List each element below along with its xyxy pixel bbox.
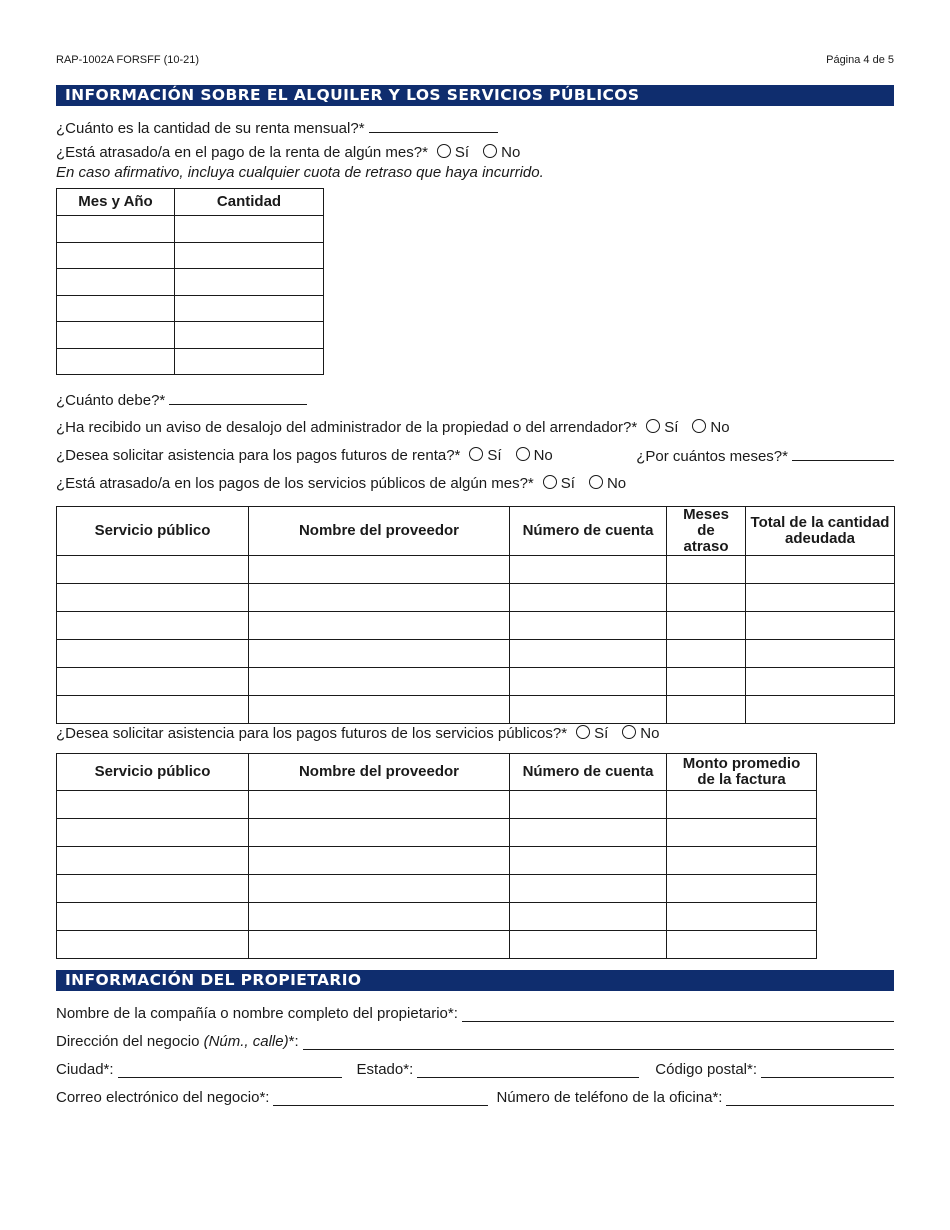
state-label: Estado*: — [356, 1061, 414, 1078]
email-phone-row — [56, 1088, 894, 1106]
table-row — [57, 875, 817, 903]
state-input[interactable] — [417, 1064, 639, 1078]
company-name-input[interactable] — [462, 1008, 894, 1022]
table-row — [57, 242, 324, 269]
page-number: Página 4 de 5 — [826, 54, 894, 66]
future-utilities-table — [56, 753, 817, 959]
future-rent-no-radio[interactable] — [516, 447, 530, 461]
city-label: Ciudad*: — [56, 1061, 114, 1078]
col-provider: Nombre del proveedor — [249, 754, 510, 791]
how-much-owed-label: ¿Cuánto debe?* — [56, 392, 166, 409]
zip-label: Código postal*: — [655, 1061, 757, 1078]
no-label: No — [640, 725, 660, 742]
col-month-year: Mes y Año — [57, 189, 175, 216]
company-name-row — [56, 1004, 894, 1022]
future-utilities-row — [56, 725, 659, 743]
future-utilities-no-radio[interactable] — [622, 725, 636, 739]
future-rent-label: ¿Desea solicitar asistencia para los pagos futuros de renta?* — [56, 447, 461, 464]
table-row — [57, 295, 324, 322]
table-row — [57, 696, 895, 724]
table-row — [57, 269, 324, 296]
yes-label: Sí — [560, 475, 575, 492]
email-label: Correo electrónico del negocio*: — [56, 1089, 270, 1106]
city-state-zip-row — [56, 1060, 894, 1078]
future-utilities-yes-radio[interactable] — [576, 725, 590, 739]
col-utility: Servicio público — [57, 754, 249, 791]
yes-label: Sí — [454, 144, 470, 161]
email-input[interactable] — [273, 1092, 488, 1106]
table-row — [57, 216, 324, 243]
future-rent-row — [56, 447, 894, 465]
col-months-behind: Meses de atraso — [667, 507, 746, 556]
yes-label: Sí — [487, 447, 502, 464]
monthly-rent-label: ¿Cuánto es la cantidad de su renta mensual?* — [56, 120, 365, 137]
no-label: No — [501, 144, 521, 161]
no-label: No — [606, 475, 627, 492]
future-rent-yes-radio[interactable] — [469, 447, 483, 461]
no-label: No — [533, 447, 553, 464]
table-row — [57, 640, 895, 668]
business-address-row — [56, 1032, 894, 1050]
col-average-bill: Monto promedio de la factura — [667, 754, 817, 791]
months-group — [636, 447, 894, 466]
col-utility: Servicio público — [57, 507, 249, 556]
table-row — [57, 668, 895, 696]
rent-arrears-table — [56, 188, 324, 375]
table-row — [57, 819, 817, 847]
owner-section-title: INFORMACIÓN DEL PROPIETARIO — [56, 970, 894, 991]
rent-behind-no-radio[interactable] — [483, 144, 497, 158]
eviction-yes-radio[interactable] — [646, 419, 660, 433]
table-row — [57, 847, 817, 875]
months-input[interactable] — [792, 447, 894, 461]
business-address-input[interactable] — [303, 1036, 894, 1050]
phone-label: Número de teléfono de la oficina*: — [496, 1089, 723, 1106]
table-row — [57, 584, 895, 612]
how-much-owed-row — [56, 391, 307, 410]
col-account: Número de cuenta — [510, 754, 667, 791]
rent-section-title: INFORMACIÓN SOBRE EL ALQUILER Y LOS SERVICIOS PÚBLICOS — [56, 85, 894, 106]
rent-behind-yes-radio[interactable] — [437, 144, 451, 158]
table-row — [57, 612, 895, 640]
eviction-no-radio[interactable] — [692, 419, 706, 433]
table-row — [57, 556, 895, 584]
late-fee-note: En caso afirmativo, incluya cualquier cuota de retraso que haya incurrido. — [56, 164, 544, 181]
col-account: Número de cuenta — [510, 507, 667, 556]
utilities-behind-row — [56, 475, 626, 493]
city-input[interactable] — [118, 1064, 342, 1078]
table-row — [57, 931, 817, 959]
eviction-row — [56, 419, 730, 437]
yes-label: Sí — [594, 725, 609, 742]
rent-behind-row — [56, 144, 520, 162]
business-address-label: Dirección del negocio (Núm., calle)*: — [56, 1033, 299, 1050]
col-amount: Cantidad — [175, 189, 324, 216]
form-id: RAP-1002A FORSFF (10-21) — [56, 54, 200, 66]
monthly-rent-input[interactable] — [369, 119, 498, 133]
col-total-owed: Total de la cantidad adeudada — [746, 507, 895, 556]
yes-label: Sí — [664, 419, 679, 436]
utilities-behind-yes-radio[interactable] — [543, 475, 557, 489]
phone-input[interactable] — [726, 1092, 894, 1106]
eviction-label: ¿Ha recibido un aviso de desalojo del administrador de la propiedad o del arrendador?* — [56, 419, 638, 436]
utilities-arrears-table — [56, 506, 895, 724]
table-row — [57, 903, 817, 931]
col-provider: Nombre del proveedor — [249, 507, 510, 556]
table-row — [57, 791, 817, 819]
company-name-label: Nombre de la compañía o nombre completo del propietario*: — [56, 1005, 458, 1022]
monthly-rent-row — [56, 119, 498, 138]
table-row — [57, 348, 324, 375]
no-label: No — [710, 419, 730, 436]
months-label: ¿Por cuántos meses?* — [636, 448, 788, 465]
how-much-owed-input[interactable] — [169, 391, 307, 405]
rent-behind-label: ¿Está atrasado/a en el pago de la renta de algún mes?* — [56, 144, 428, 161]
table-row — [57, 322, 324, 349]
zip-input[interactable] — [761, 1064, 894, 1078]
future-utilities-label: ¿Desea solicitar asistencia para los pagos futuros de los servicios públicos?* — [56, 725, 568, 742]
utilities-behind-label: ¿Está atrasado/a en los pagos de los servicios públicos de algún mes?* — [56, 475, 534, 492]
utilities-behind-no-radio[interactable] — [589, 475, 603, 489]
